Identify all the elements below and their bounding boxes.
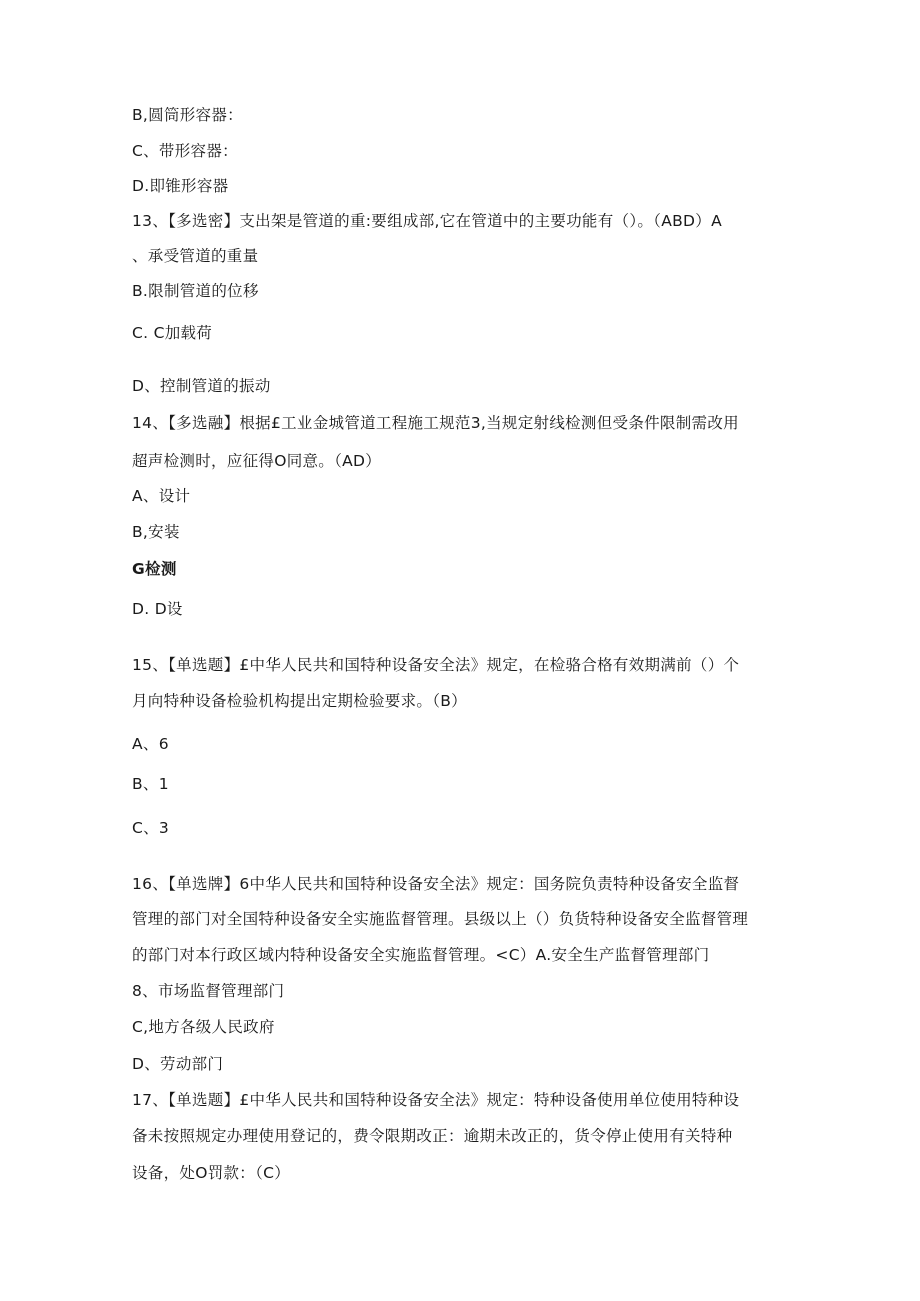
question-17-line-3: 设备，处O罚款：（C） [132, 1164, 291, 1182]
question-16-line-1: 16、【单选牌】6中华人民共和国特种设备安全法》规定：国务院负责特种设备安全监督 [132, 875, 740, 893]
question-14-line-1: 14、【多选融】根据£工业金城管道工程施工规范3,当规定射线检测但受条件限制需改用 [132, 414, 739, 432]
option-b-q14: B,安装 [132, 523, 180, 541]
question-16-line-2: 管理的部门对全国特种设备安全实施监督管理。县级以上（）负货特种设备安全监督管理 [132, 910, 749, 928]
option-c-q15: C、3 [132, 819, 170, 837]
option-c-q14: G检测 [132, 560, 177, 578]
option-d-q13: D、控制管道的振动 [132, 377, 271, 395]
question-17-line-2: 备未按照规定办理使用登记的，费令限期改正：逾期未改正的，货令停止使用有关特种 [132, 1127, 733, 1145]
option-b-q13: B.限制管道的位移 [132, 282, 259, 300]
question-13-text: 13、【多选密】支出架是管道的重:要组成部,它在管道中的主要功能有（）。（ABD）A [132, 212, 722, 230]
question-16-line-3: 的部门对本行政区域内特种设备安全实施监督管理。<C）A.安全生产监督管理部门 [132, 946, 710, 964]
option-d-q12: D.即锥形容器 [132, 177, 229, 195]
question-17-line-1: 17、【单选题】£中华人民共和国特种设备安全法》规定：特种设备使用单位使用特种设 [132, 1091, 740, 1109]
question-15-line-2: 月向特种设备检验机构提出定期检验要求。（B） [132, 692, 467, 710]
option-b-q12: B,圆筒形容器： [132, 106, 243, 124]
option-d-q16: D、劳动部门 [132, 1055, 224, 1073]
option-b-q15: B、1 [132, 775, 169, 793]
option-c-q16: C,地方各级人民政府 [132, 1018, 275, 1036]
question-14-line-2: 超声检测时，应征得O同意。（AD） [132, 452, 382, 470]
option-a-q14: A、设计 [132, 487, 191, 505]
question-15-line-1: 15、【单选题】£中华人民共和国特种设备安全法》规定，在检骆合格有效期满前（）个 [132, 656, 740, 674]
option-d-q14: D. D设 [132, 600, 183, 618]
option-c-q13: C. C加载荷 [132, 324, 213, 342]
option-a-q15: A、6 [132, 735, 169, 753]
option-b-q16: 8、市场监督管理部门 [132, 982, 285, 1000]
option-c-q12: C、带形容器： [132, 142, 238, 160]
option-a-q13: 、承受管道的重量 [132, 247, 259, 265]
